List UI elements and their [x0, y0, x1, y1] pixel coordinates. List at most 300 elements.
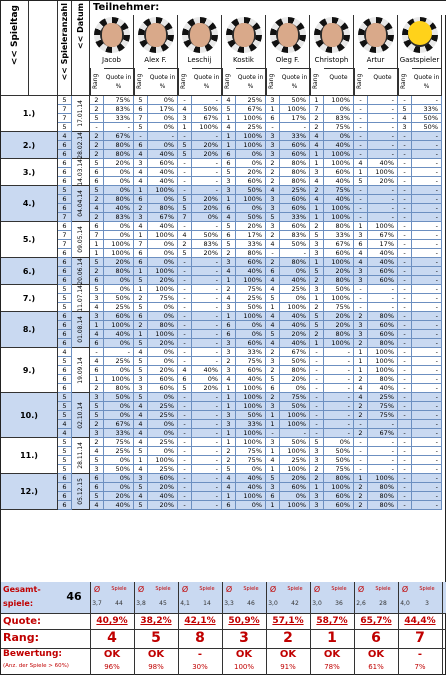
quote-cell: 40%: [104, 204, 134, 213]
header-teilnehmer: Teilnehmer:: [90, 1, 446, 15]
quote-cell: 0%: [148, 303, 178, 312]
quote-cell: -: [368, 186, 398, 195]
quote-cell: 0%: [104, 222, 134, 231]
avg-rank-value: 3,7: [92, 600, 102, 607]
player-header: [178, 15, 222, 96]
spieltag-date-text: 28.02.14: [77, 131, 84, 159]
rank-cell: -: [354, 420, 368, 429]
rank-cell: -: [398, 195, 412, 204]
rank-cell: -: [398, 339, 412, 348]
rank-cell: 6: [222, 330, 236, 339]
rank-cell: -: [178, 222, 192, 231]
rank-cell: 1: [134, 267, 148, 276]
player-name: Gastspieler: [399, 56, 440, 64]
quote-cell: -: [412, 447, 442, 456]
rank-cell: 3: [310, 501, 324, 510]
rank-cell: -: [398, 366, 412, 375]
quote-cell: -: [368, 132, 398, 141]
rank-cell: 2: [354, 501, 368, 510]
player-count-cell: 5: [58, 96, 72, 105]
rank-cell: -: [354, 96, 368, 105]
quote-cell: -: [412, 267, 442, 276]
spieltag-label: [1, 222, 58, 258]
rank-cell: 2: [90, 420, 104, 429]
rank-cell: 3: [266, 483, 280, 492]
footer-column-divider: [442, 582, 443, 675]
rank-cell: 3: [222, 339, 236, 348]
spieltag-date: [72, 474, 90, 510]
spieltag-number: 5.): [22, 235, 36, 244]
quote-cell: 80%: [368, 501, 398, 510]
quote-cell: 50%: [280, 438, 310, 447]
rank-cell: -: [398, 294, 412, 303]
quote-cell: 80%: [324, 474, 354, 483]
final-rank: 4: [107, 630, 117, 646]
table-row: [1, 258, 446, 267]
rank-cell: 3: [266, 96, 280, 105]
player-count-cell: 6: [58, 267, 72, 276]
rank-cell: 1: [310, 96, 324, 105]
rank-cell: 6: [266, 384, 280, 393]
rank-cell: 2: [310, 276, 324, 285]
rank-cell: 3: [354, 321, 368, 330]
rank-cell: 1: [354, 348, 368, 357]
quote-cell: 40%: [368, 258, 398, 267]
rank-cell: -: [266, 123, 280, 132]
spieltag-number: 11.): [20, 451, 38, 460]
rank-cell: -: [398, 231, 412, 240]
player-avatar: [278, 23, 298, 47]
total-quote: 38,2%: [140, 616, 172, 626]
rank-cell: 2: [310, 330, 324, 339]
quote-cell: -: [324, 429, 354, 438]
avg-symbol: Ø: [401, 585, 409, 594]
games-count: 45: [159, 600, 167, 607]
quote-cell: 60%: [368, 276, 398, 285]
spieltag-date: [72, 132, 90, 159]
quote-cell: 40%: [280, 312, 310, 321]
games-count: 42: [291, 600, 299, 607]
quote-cell: 100%: [236, 492, 266, 501]
avg-rank-value: 4,0: [400, 600, 410, 607]
quote-cell: -: [192, 222, 222, 231]
table-row: [1, 168, 446, 177]
rank-cell: 5: [134, 96, 148, 105]
quote-cell: 100%: [280, 501, 310, 510]
rank-cell: -: [354, 294, 368, 303]
rating-percent: 61%: [368, 663, 384, 671]
rank-cell: -: [178, 411, 192, 420]
quote-cell: -: [192, 186, 222, 195]
rank-cell: 4: [222, 474, 236, 483]
table-row: [1, 159, 446, 168]
games-label: Spiele: [331, 586, 347, 592]
footer-column-divider: [90, 582, 91, 675]
table-row: [1, 249, 446, 258]
player-count-cell: 5: [58, 438, 72, 447]
quote-cell: 100%: [368, 366, 398, 375]
quote-cell: 100%: [280, 465, 310, 474]
rank-cell: -: [354, 195, 368, 204]
rank-cell: 2: [178, 240, 192, 249]
quote-cell: 80%: [236, 249, 266, 258]
rank-cell: 1: [310, 213, 324, 222]
quote-cell: 100%: [148, 186, 178, 195]
quote-cell: 100%: [148, 456, 178, 465]
player-count-cell: 5: [58, 294, 72, 303]
rank-cell: 4: [398, 114, 412, 123]
table-row: [1, 312, 446, 321]
avg-symbol: Ø: [181, 585, 189, 594]
player-count-cell: 6: [58, 483, 72, 492]
rank-cell: 5: [134, 123, 148, 132]
rank-cell: 5: [90, 258, 104, 267]
rank-cell: 3: [90, 312, 104, 321]
quote-cell: 50%: [104, 465, 134, 474]
header-datum: [72, 1, 90, 96]
quote-cell: 0%: [324, 438, 354, 447]
rank-cell: 4: [266, 312, 280, 321]
table-row: [1, 303, 446, 312]
rank-cell: 7: [178, 213, 192, 222]
quote-cell: 80%: [280, 366, 310, 375]
quote-cell: 25%: [236, 96, 266, 105]
rank-cell: -: [178, 276, 192, 285]
quote-cell: 0%: [148, 447, 178, 456]
quote-cell: 33%: [280, 132, 310, 141]
rank-cell: 6: [266, 267, 280, 276]
quote-cell: 50%: [236, 186, 266, 195]
quote-cell: 50%: [192, 231, 222, 240]
quote-cell: -: [412, 96, 442, 105]
rank-cell: -: [354, 456, 368, 465]
games-label: Spiele: [155, 586, 171, 592]
quote-cell: 67%: [104, 132, 134, 141]
rank-cell: -: [398, 348, 412, 357]
quote-cell: -: [192, 258, 222, 267]
rank-cell: 5: [134, 339, 148, 348]
rank-cell: -: [398, 312, 412, 321]
quote-cell: 20%: [192, 195, 222, 204]
quote-cell: 100%: [236, 384, 266, 393]
quote-cell: 0%: [236, 204, 266, 213]
rank-cell: -: [398, 249, 412, 258]
quote-cell: 25%: [280, 456, 310, 465]
table-row: [1, 276, 446, 285]
quote-cell: 100%: [236, 132, 266, 141]
player-count-cell: 7: [58, 213, 72, 222]
player-count-cell: 5: [58, 465, 72, 474]
player-header: [398, 15, 442, 96]
player-count-cell: 4: [58, 348, 72, 357]
rating-percent: 7%: [414, 663, 426, 671]
quote-cell: -: [412, 231, 442, 240]
rank-cell: 2: [310, 123, 324, 132]
gesamt-label-2: spiele:: [3, 599, 34, 608]
rank-cell: 6: [266, 114, 280, 123]
rank-cell: 4: [134, 411, 148, 420]
rank-cell: -: [398, 168, 412, 177]
rank-cell: 1: [134, 231, 148, 240]
rating-percent: 30%: [192, 663, 208, 671]
spieltag-date-text: 01.08.14: [77, 316, 84, 343]
rating-percent: 96%: [104, 663, 120, 671]
player-count-cell: 4: [58, 420, 72, 429]
quote-cell: 0%: [104, 456, 134, 465]
rank-cell: 4: [90, 303, 104, 312]
quote-cell: 0%: [280, 267, 310, 276]
rank-cell: -: [310, 393, 324, 402]
quote-cell: 33%: [104, 114, 134, 123]
quote-cell: -: [280, 429, 310, 438]
quote-cell: 0%: [148, 348, 178, 357]
player-count-cell: 6: [58, 375, 72, 384]
rank-cell: 2: [354, 483, 368, 492]
quote-cell: 33%: [104, 429, 134, 438]
rang-label: Rang:: [3, 631, 39, 644]
gesamt-total: 46: [66, 590, 82, 603]
rank-cell: -: [310, 402, 324, 411]
rating-percent: 98%: [148, 663, 164, 671]
table-row: [1, 123, 446, 132]
rank-cell: 2: [90, 105, 104, 114]
rank-cell: 3: [222, 348, 236, 357]
rank-cell: -: [310, 375, 324, 384]
quote-cell: 20%: [280, 375, 310, 384]
quote-cell: -: [192, 339, 222, 348]
rank-cell: 2: [354, 312, 368, 321]
quote-cell: -: [368, 141, 398, 150]
rank-cell: 5: [90, 159, 104, 168]
rating-value: OK: [323, 649, 341, 660]
quote-cell: -: [192, 429, 222, 438]
rank-cell: 1: [310, 204, 324, 213]
final-rank: 1: [327, 630, 337, 646]
games-count: 28: [379, 600, 387, 607]
quote-cell: 100%: [368, 357, 398, 366]
spieltag-label: [1, 312, 58, 348]
quote-cell: 40%: [280, 339, 310, 348]
rank-cell: 1: [90, 321, 104, 330]
player-count-cell: 5: [58, 393, 72, 402]
rank-cell: 2: [354, 492, 368, 501]
header-spieltag: [1, 1, 29, 96]
player-count-cell: 6: [58, 195, 72, 204]
quote-cell: -: [192, 177, 222, 186]
rank-cell: 3: [310, 168, 324, 177]
quote-cell: 33%: [324, 231, 354, 240]
quote-cell: 40%: [368, 159, 398, 168]
quote-cell: 100%: [368, 222, 398, 231]
rank-cell: 2: [266, 348, 280, 357]
quote-cell: -: [368, 294, 398, 303]
quote-cell: 60%: [324, 501, 354, 510]
spieltag-label: [1, 186, 58, 222]
spieltag-date-text: 02.10.14: [77, 401, 84, 429]
rank-cell: 1: [134, 186, 148, 195]
quote-cell: 80%: [148, 321, 178, 330]
games-count: 3: [425, 600, 429, 607]
player-count-cell: 5: [58, 447, 72, 456]
rank-cell: -: [178, 285, 192, 294]
rank-cell: 4: [222, 483, 236, 492]
rank-cell: 5: [222, 222, 236, 231]
quote-cell: -: [148, 132, 178, 141]
player-count-cell: 5: [58, 456, 72, 465]
table-row: [1, 339, 446, 348]
quote-column-header: Quote: [368, 68, 397, 96]
quote-cell: 20%: [104, 159, 134, 168]
rank-cell: -: [178, 393, 192, 402]
quote-cell: 20%: [324, 267, 354, 276]
rank-cell: 1: [178, 123, 192, 132]
rank-cell: 6: [134, 249, 148, 258]
rank-cell: 4: [178, 366, 192, 375]
spieltag-date-text: 14.03.14: [77, 158, 84, 186]
rank-cell: 3: [134, 474, 148, 483]
table-row: [1, 105, 446, 114]
rank-cell: 3: [90, 294, 104, 303]
rank-cell: -: [354, 186, 368, 195]
quote-cell: 50%: [104, 294, 134, 303]
quote-cell: 17%: [236, 231, 266, 240]
spieltag-number: 2.): [22, 140, 36, 150]
final-rank: 2: [283, 630, 293, 646]
rank-cell: 2: [222, 285, 236, 294]
quote-cell: 100%: [280, 303, 310, 312]
rank-cell: 1: [222, 492, 236, 501]
quote-cell: 80%: [280, 258, 310, 267]
footer-column-divider: [398, 582, 399, 675]
quote-cell: -: [412, 492, 442, 501]
rank-cell: 5: [90, 285, 104, 294]
quote-cell: 0%: [148, 420, 178, 429]
rank-cell: 3: [222, 366, 236, 375]
rank-cell: 2: [90, 267, 104, 276]
rank-cell: 1: [310, 258, 324, 267]
rank-cell: 6: [90, 168, 104, 177]
quote-cell: 25%: [148, 411, 178, 420]
rank-cell: 4: [310, 132, 324, 141]
quote-cell: 100%: [192, 123, 222, 132]
rank-cell: 4: [222, 96, 236, 105]
rank-cell: 1: [266, 465, 280, 474]
rank-cell: -: [178, 438, 192, 447]
rank-cell: 3: [222, 420, 236, 429]
rank-cell: -: [398, 141, 412, 150]
quote-cell: 100%: [280, 447, 310, 456]
rank-cell: 5: [178, 150, 192, 159]
quote-cell: 20%: [192, 150, 222, 159]
quote-cell: 60%: [324, 168, 354, 177]
player-count-cell: 5: [58, 285, 72, 294]
rank-cell: 1: [310, 294, 324, 303]
rank-cell: 1: [354, 168, 368, 177]
quote-cell: 40%: [324, 141, 354, 150]
quote-cell: -: [368, 96, 398, 105]
rank-cell: 6: [222, 501, 236, 510]
player-count-cell: 7: [58, 114, 72, 123]
quote-cell: 40%: [104, 330, 134, 339]
quote-cell: 67%: [368, 231, 398, 240]
quote-cell: -: [192, 501, 222, 510]
quote-cell: -: [412, 330, 442, 339]
rank-cell: 2: [90, 96, 104, 105]
player-count-cell: 6: [58, 168, 72, 177]
rank-cell: 6: [90, 222, 104, 231]
rank-cell: 1: [222, 402, 236, 411]
avg-symbol: Ø: [93, 585, 101, 594]
quote-cell: 33%: [412, 105, 442, 114]
quote-cell: 80%: [368, 375, 398, 384]
rank-cell: 1: [134, 330, 148, 339]
quote-cell: -: [412, 249, 442, 258]
footer-column-divider: [310, 582, 311, 675]
rank-cell: 5: [266, 474, 280, 483]
spieltag-date: [72, 348, 90, 393]
quote-cell: -: [368, 195, 398, 204]
quote-cell: 20%: [104, 258, 134, 267]
quote-cell: -: [192, 465, 222, 474]
quote-cell: 17%: [280, 114, 310, 123]
quote-cell: 80%: [324, 330, 354, 339]
quote-cell: -: [192, 168, 222, 177]
rating-value: OK: [103, 649, 121, 660]
quote-cell: 25%: [148, 402, 178, 411]
rank-cell: 1: [222, 132, 236, 141]
rank-cell: 2: [354, 375, 368, 384]
quote-cell: -: [412, 357, 442, 366]
quote-cell: 100%: [368, 348, 398, 357]
rank-cell: 3: [266, 132, 280, 141]
player-count-cell: 6: [58, 159, 72, 168]
rank-cell: 4: [222, 267, 236, 276]
quote-cell: 100%: [324, 483, 354, 492]
quote-cell: 75%: [324, 186, 354, 195]
rank-cell: -: [178, 357, 192, 366]
quote-cell: 67%: [104, 420, 134, 429]
quote-cell: 20%: [148, 483, 178, 492]
quote-cell: 20%: [236, 168, 266, 177]
rank-cell: 2: [310, 186, 324, 195]
rank-cell: -: [178, 330, 192, 339]
quote-cell: 0%: [280, 384, 310, 393]
rank-cell: 1: [222, 438, 236, 447]
table-row: [1, 366, 446, 375]
rank-cell: -: [178, 492, 192, 501]
rank-cell: 2: [90, 438, 104, 447]
quote-cell: 60%: [236, 339, 266, 348]
rank-cell: -: [354, 285, 368, 294]
quote-cell: -: [412, 438, 442, 447]
rank-cell: -: [178, 474, 192, 483]
spieltag-date-text: 11.07.14: [77, 284, 84, 312]
rank-cell: 4: [354, 384, 368, 393]
rank-cell: 5: [222, 168, 236, 177]
quote-cell: 100%: [280, 411, 310, 420]
quote-cell: 40%: [368, 249, 398, 258]
spieltag-label: [1, 159, 58, 186]
rank-cell: 3: [134, 159, 148, 168]
spieltag-number: 6.): [22, 266, 36, 276]
rank-cell: 6: [90, 366, 104, 375]
quote-cell: 25%: [104, 303, 134, 312]
rank-cell: 2: [222, 249, 236, 258]
rank-cell: -: [310, 348, 324, 357]
rank-cell: 3: [354, 267, 368, 276]
player-count-cell: 7: [58, 240, 72, 249]
quote-cell: -: [324, 357, 354, 366]
